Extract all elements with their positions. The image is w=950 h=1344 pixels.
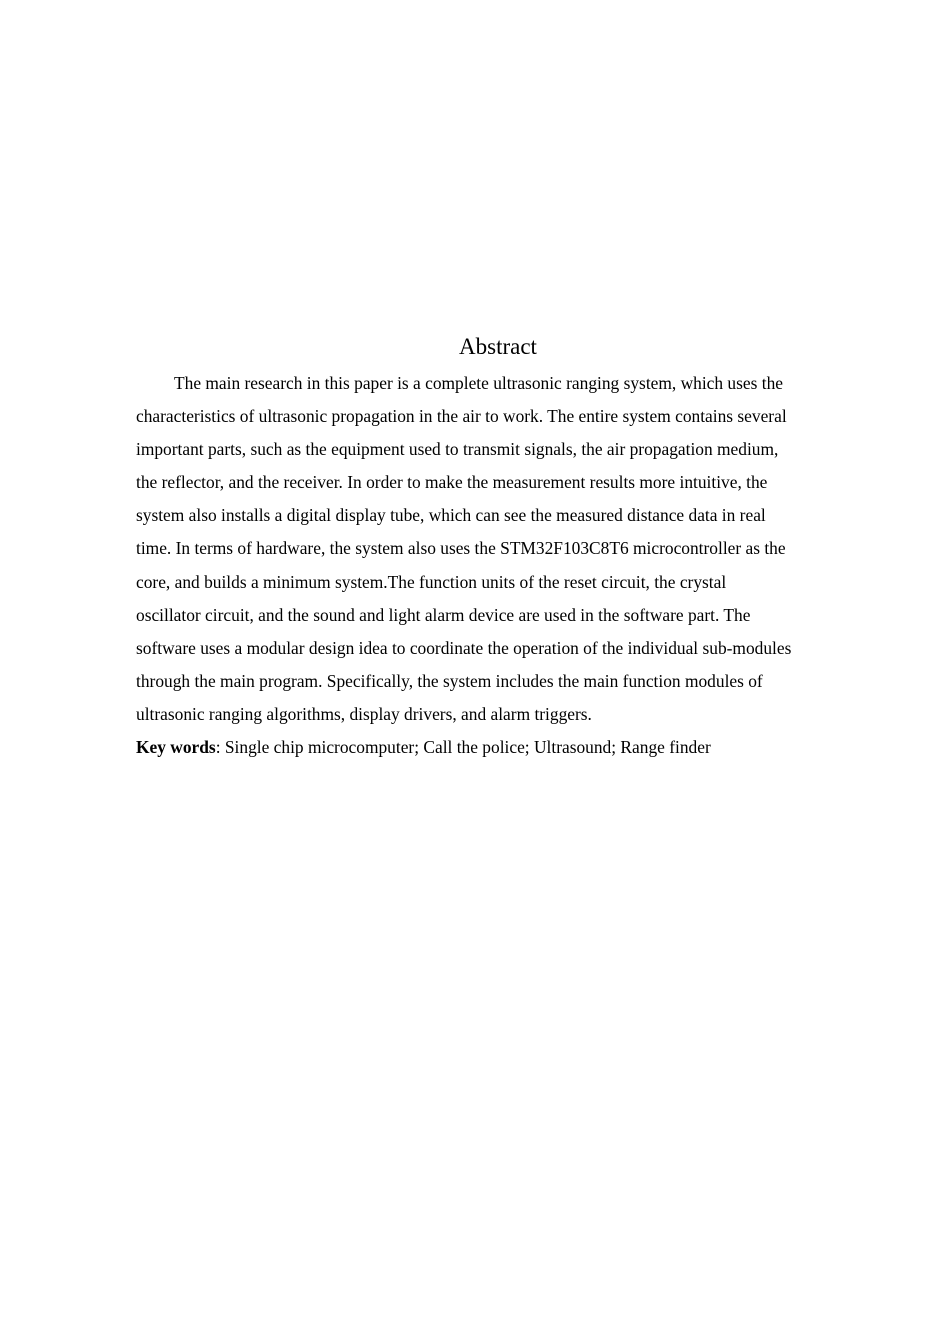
- abstract-line: characteristics of ultrasonic propagation in the air to work. The entire system contains several: [136, 406, 787, 427]
- abstract-section: [136, 331, 860, 764]
- abstract-line: the reflector, and the receiver. In order to make the measurement results more intuitive, the: [136, 472, 768, 493]
- abstract-line: core, and builds a minimum system.The function units of the reset circuit, the crystal: [136, 571, 727, 592]
- keywords-line: [136, 731, 860, 764]
- abstract-line: oscillator circuit, and the sound and light alarm device are used in the software part. The: [136, 604, 751, 625]
- abstract-line: ultrasonic ranging algorithms, display drivers, and alarm triggers.: [136, 703, 592, 724]
- abstract-line: software uses a modular design idea to coordinate the operation of the individual sub-modules: [136, 637, 792, 658]
- abstract-body: [136, 367, 860, 731]
- abstract-line: through the main program. Specifically, the system includes the main function modules of: [136, 670, 763, 691]
- keywords-label: Key words: [136, 737, 216, 758]
- abstract-line: The main research in this paper is a complete ultrasonic ranging system, which uses the: [174, 373, 783, 393]
- keywords-text: : Single chip microcomputer; Call the police; Ultrasound; Range finder: [215, 737, 711, 758]
- abstract-title: Abstract: [459, 334, 537, 359]
- abstract-line: important parts, such as the equipment used to transmit signals, the air propagation medium,: [136, 439, 779, 460]
- abstract-line: system also installs a digital display tube, which can see the measured distance data in real: [136, 505, 766, 526]
- abstract-line: time. In terms of hardware, the system also uses the STM32F103C8T6 microcontroller as the: [136, 538, 786, 559]
